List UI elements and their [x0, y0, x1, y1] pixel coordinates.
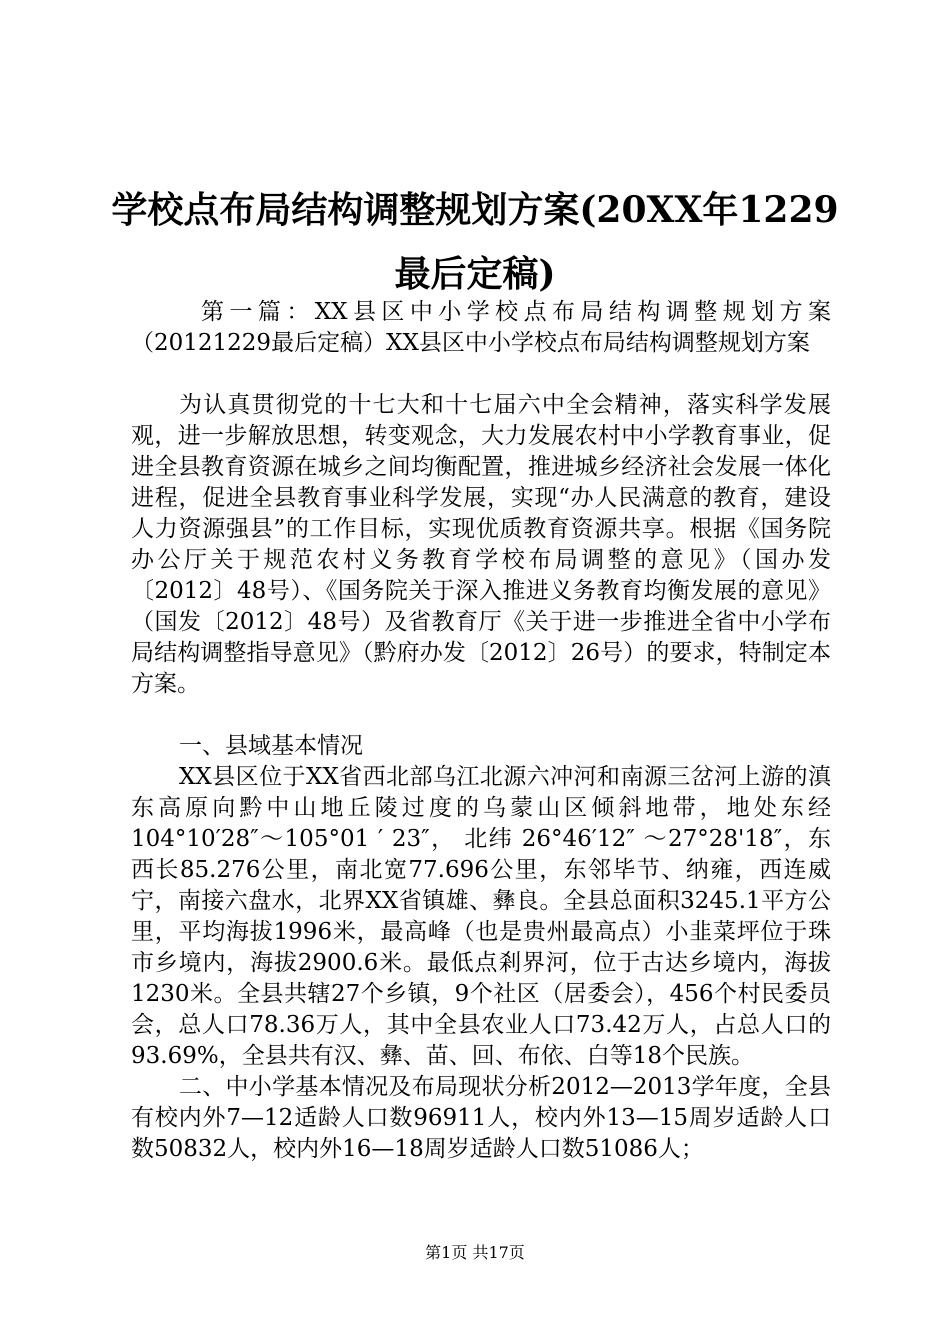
document-body — [131, 297, 831, 1165]
paragraph-school-analysis: 二、中小学基本情况及布局现状分析2012—2013学年度，全县有校内外7—12适龄人口数96911人，校内外13—15周岁适龄人口数50832人，校内外16—18周岁适龄人口数51086人； — [131, 1074, 831, 1162]
document-title: 学校点布局结构调整规划方案(20XX年1229最后定稿) — [111, 189, 839, 295]
paragraph-introduction: 为认真贯彻党的十七大和十七届六中全会精神，落实科学发展观，进一步解放思想，转变观念，大力发展农村中小学教育事业，促进全县教育资源在城乡之间均衡配置，推进城乡经济社会发展一体化进程，促进全县教育事业科学发展，实现“办人民满意的教育，建设人力资源强县”的工作目标，实现优质教育资源共享。根据《国务院办公厅关于规范农村义务教育学校布局调整的意见》（国办发〔2012〕48号）、《国务院关于深入推进义务教育均衡发展的意见》（国发〔2012〕48号）及省教育厅《关于进一步推进全省中小学布局结构调整指导意见》（黔府办发〔2012〕26号）的要求，特制定本方案。 — [131, 392, 831, 697]
page-footer: 第1页 共17页 — [425, 1243, 525, 1262]
paragraph-county-overview: XX县区位于XX省西北部乌江北源六冲河和南源三岔河上游的滇东高原向黔中山地丘陵过度的乌蒙山区倾斜地带，地处东经 104°10′28″～105°01 ′ 23″， 北纬 26°46′12″ ～27°28'18″，东西长85.276公里，南北宽77.696公里，东邻毕节、纳雍，西连威宁，南接六盘水，北界XX省镇雄、彝良。全县总面积3245.1平方公里，平均海拔1996米，最高峰（也是贵州最高点）小韭菜坪位于珠市乡境内，海拔2900.6米。最低点剎界河，位于古达乡境内，海拔1230米。全县共辖27个乡镇，9个社区（居委会），456个村民委员会，总人口78.36万人，其中全县农业人口73.42万人，占总人口的93.69%，全县共有汉、彝、苗、回、布依、白等18个民族。 — [131, 764, 831, 1069]
section-heading-county-overview: 一、县域基本情况 — [179, 733, 363, 759]
paragraph-chapter-heading: 第一篇：XX县区中小学校点布局结构调整规划方案（20121229最后定稿）XX县区中小学校点布局结构调整规划方案 — [131, 299, 831, 356]
